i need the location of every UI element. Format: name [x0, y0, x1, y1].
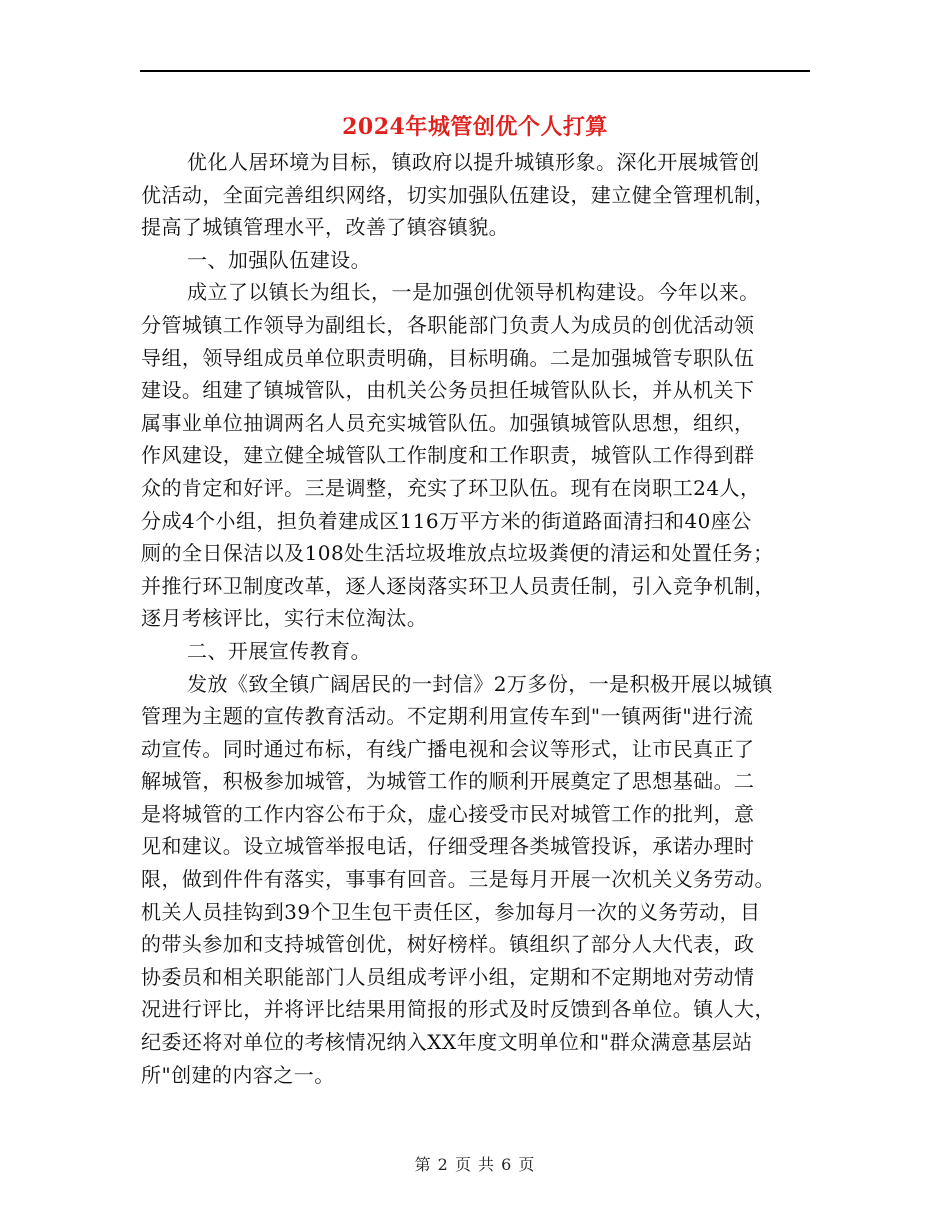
document-body [141, 146, 813, 1091]
paragraph-line: 逐月考核评比，实行末位淘汰。 [141, 606, 428, 631]
paragraph-line: 纪委还将对单位的考核情况纳入XX年度文明单位和"群众满意基层站 [141, 1030, 753, 1055]
paragraph-line: 建设。组建了镇城管队，由机关公务员担任城管队队长，并从机关下 [141, 378, 755, 403]
paragraph-line: 的带头参加和支持城管创优，树好榜样。镇组织了部分人大代表，政 [141, 932, 755, 957]
paragraph-line: 导组，领导组成员单位职责明确，目标明确。二是加强城管专职队伍 [141, 345, 755, 370]
paragraph-line: 发放《致全镇广阔居民的一封信》2万多份，一是积极开展以城镇 [187, 671, 773, 696]
paragraph-line: 属事业单位抽调两名人员充实城管队伍。加强镇城管队思想，组织， [141, 410, 755, 435]
paragraph-line: 厕的全日保洁以及108处生活垃圾堆放点垃圾粪便的清运和处置任务； [141, 541, 774, 566]
paragraph-line: 优活动，全面完善组织网络，切实加强队伍建设，建立健全管理机制， [141, 182, 775, 207]
paragraph-line: 提高了城镇管理水平，改善了镇容镇貌。 [141, 215, 510, 240]
section-heading: 二、开展宣传教育。 [187, 638, 372, 663]
paragraph-line: 是将城管的工作内容公布于众，虚心接受市民对城管工作的批判，意 [141, 801, 755, 826]
paragraph-line: 限，做到件件有落实，事事有回音。三是每月开展一次机关义务劳动。 [141, 867, 775, 892]
paragraph-line: 优化人居环境为目标，镇政府以提升城镇形象。深化开展城管创 [187, 150, 760, 174]
paragraph-line: 协委员和相关职能部门人员组成考评小组，定期和不定期地对劳动情 [141, 964, 755, 989]
paragraph-line: 机关人员挂钩到39个卫生包干责任区，参加每月一次的义务劳动，目 [141, 899, 761, 924]
paragraph-line: 分管城镇工作领导为副组长，各职能部门负责人为成员的创优活动领 [141, 312, 755, 337]
paragraph-line: 分成4个小组，担负着建成区116万平方米的街道路面清扫和40座公 [141, 508, 752, 533]
document-title: 2024年城管创优个人打算 [342, 114, 608, 140]
paragraph-line: 解城管，积极参加城管，为城管工作的顺利开展奠定了思想基础。二 [141, 769, 755, 794]
paragraph-line: 作风建设，建立健全城管队工作制度和工作职责，城管队工作得到群 [141, 443, 755, 468]
paragraph-line: 并推行环卫制度改革，逐人逐岗落实环卫人员责任制，引入竞争机制， [141, 573, 775, 598]
section-heading: 一、加强队伍建设。 [187, 247, 372, 272]
header-rule [140, 70, 810, 72]
paragraph-line: 况进行评比，并将评比结果用简报的形式及时反馈到各单位。镇人大， [141, 997, 775, 1022]
paragraph-line: 管理为主题的宣传教育活动。不定期利用宣传车到"一镇两街"进行流 [141, 704, 754, 729]
paragraph-line: 成立了以镇长为组长，一是加强创优领导机构建设。今年以来。 [187, 280, 760, 305]
paragraph-line: 众的肯定和好评。三是调整，充实了环卫队伍。现有在岗职工24人， [141, 475, 761, 500]
paragraph-line: 动宣传。同时通过布标，有线广播电视和会议等形式，让市民真正了 [141, 736, 755, 761]
paragraph-line: 所"创建的内容之一。 [141, 1062, 335, 1087]
paragraph-line: 见和建议。设立城管举报电话，仔细受理各类城管投诉，承诺办理时 [141, 834, 755, 859]
page-number: 第 2 页 共 6 页 [414, 1155, 536, 1174]
